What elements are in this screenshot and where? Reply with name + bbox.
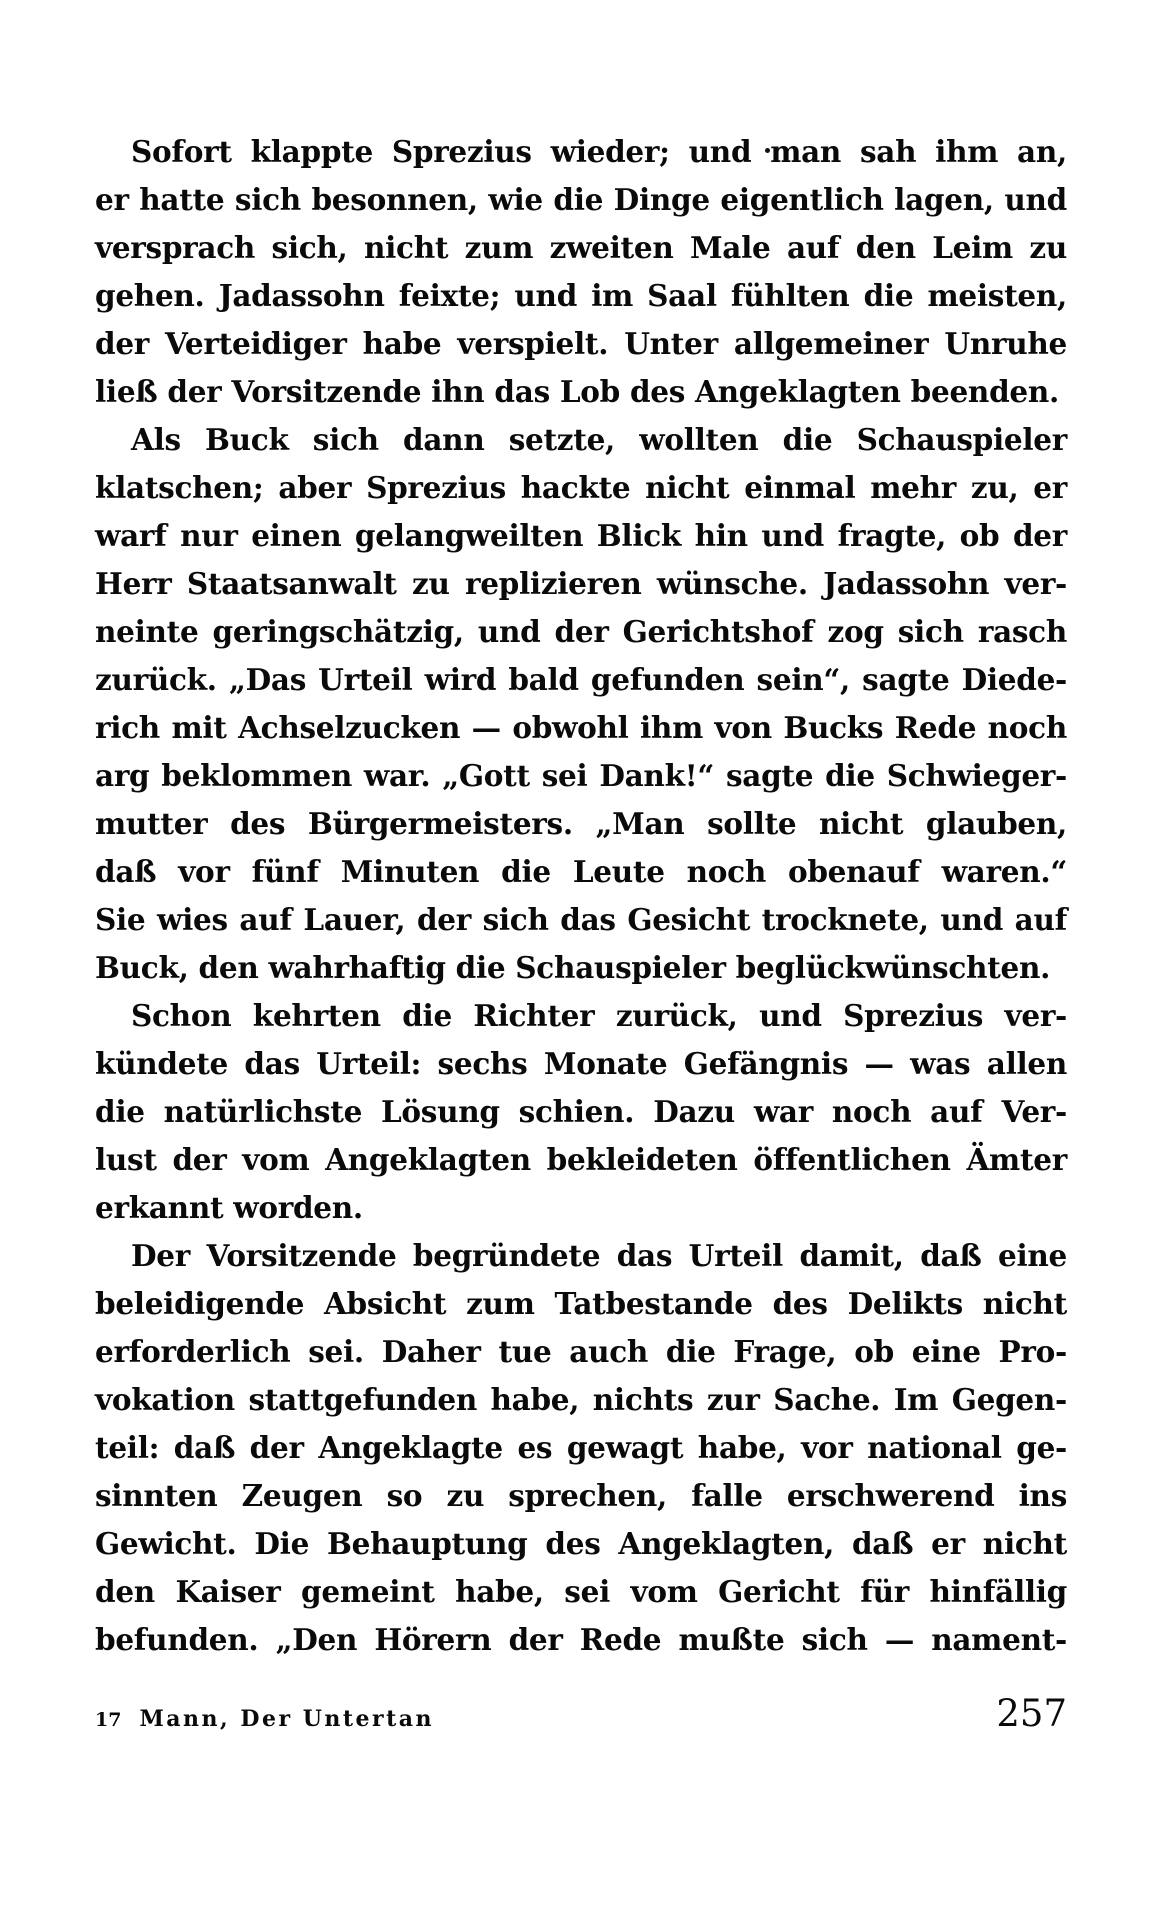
text-line: mutter des Bürgermeisters. „Man sollte nicht glauben, — [95, 806, 1067, 841]
text-line: Als Buck sich dann setzte, wollten die Schauspieler — [131, 422, 1067, 457]
text-line: warf nur einen gelangweilten Blick hin und fragte, ob der — [95, 518, 1067, 553]
page-text — [95, 128, 1067, 1664]
text-line: die natürlichste Lösung schien. Dazu war noch auf Ver- — [95, 1094, 1067, 1129]
text-line: versprach sich, nicht zum zweiten Male auf den Leim zu — [95, 230, 1067, 265]
text-line: Schon kehrten die Richter zurück, und Sprezius ver- — [131, 998, 1067, 1033]
text-line: Buck, den wahrhaftig die Schauspieler beglückwünschten. — [95, 950, 1051, 985]
text-line: gehen. Jadassohn feixte; und im Saal fühlten die meisten, — [95, 278, 1067, 313]
text-line: befunden. „Den Hörern der Rede mußte sich — nament- — [95, 1622, 1067, 1657]
page-number: 257 — [996, 1692, 1067, 1735]
paragraph — [95, 128, 1067, 416]
text-line: beleidigende Absicht zum Tatbestande des Delikts nicht — [95, 1286, 1067, 1321]
text-line: den Kaiser gemeint habe, sei vom Gericht für hinfällig — [95, 1574, 1067, 1609]
running-title-text: Mann, Der Untertan — [139, 1706, 435, 1732]
text-line: er hatte sich besonnen, wie die Dinge eigentlich lagen, und — [95, 182, 1067, 217]
text-line: Sofort klappte Sprezius wieder; und man sah ihm an, — [131, 134, 1067, 169]
paragraph — [95, 1232, 1067, 1664]
text-line: sinnten Zeugen so zu sprechen, falle erschwerend ins — [95, 1478, 1067, 1513]
paragraph — [95, 416, 1067, 992]
text-line: erforderlich sei. Daher tue auch die Frage, ob eine Pro- — [95, 1334, 1067, 1369]
text-line: teil: daß der Angeklagte es gewagt habe, vor national ge- — [95, 1430, 1067, 1465]
text-line: kündete das Urteil: sechs Monate Gefängnis — was allen — [95, 1046, 1067, 1081]
text-line: vokation stattgefunden habe, nichts zur Sache. Im Gegen- — [95, 1382, 1067, 1417]
running-title — [95, 1706, 434, 1732]
text-line: Der Vorsitzende begründete das Urteil damit, daß eine — [131, 1238, 1067, 1273]
text-line: erkannt worden. — [95, 1190, 363, 1225]
text-line: lust der vom Angeklagten bekleideten öffentlichen Ämter — [95, 1142, 1067, 1177]
text-line: Herr Staatsanwalt zu replizieren wünsche. Jadassohn ver- — [95, 566, 1067, 601]
text-line: zurück. „Das Urteil wird bald gefunden sein“, sagte Diede- — [95, 662, 1067, 697]
text-line: neinte geringschätzig, und der Gerichtshof zog sich rasch — [95, 614, 1067, 649]
signature-number: 17 — [95, 1709, 122, 1731]
text-line: arg beklommen war. „Gott sei Dank!“ sagte die Schwieger- — [95, 758, 1067, 793]
text-line: ließ der Vorsitzende ihn das Lob des Angeklagten beenden. — [95, 374, 1059, 409]
paragraph — [95, 992, 1067, 1232]
page-footer — [95, 1692, 1067, 1748]
text-line: klatschen; aber Sprezius hackte nicht einmal mehr zu, er — [95, 470, 1067, 505]
text-line: daß vor fünf Minuten die Leute noch obenauf waren.“ — [95, 854, 1067, 889]
text-line: rich mit Achselzucken — obwohl ihm von Bucks Rede noch — [95, 710, 1067, 745]
text-line: Sie wies auf Lauer, der sich das Gesicht trocknete, und auf — [95, 902, 1067, 937]
text-line: Gewicht. Die Behauptung des Angeklagten, daß er nicht — [95, 1526, 1067, 1561]
text-line: der Verteidiger habe verspielt. Unter allgemeiner Unruhe — [95, 326, 1067, 361]
